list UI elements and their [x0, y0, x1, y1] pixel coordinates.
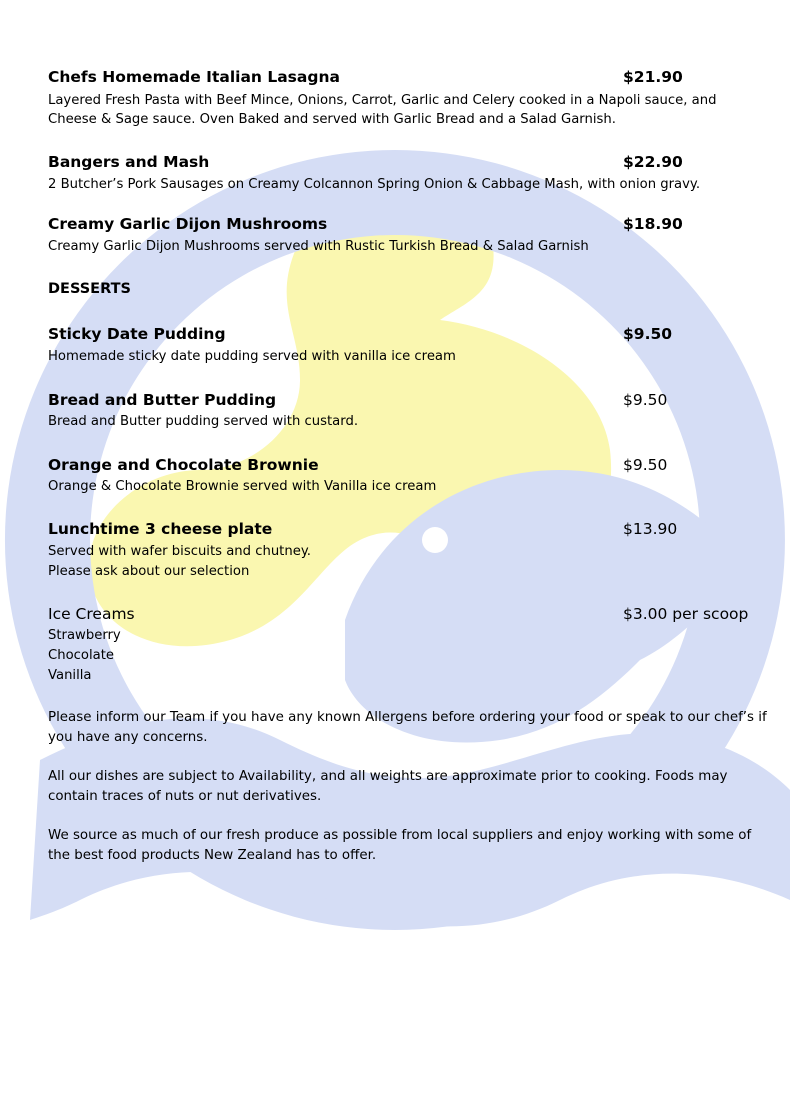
item-price: $18.90 — [623, 215, 683, 233]
item-price: $9.50 — [623, 391, 668, 409]
availability-note: All our dishes are subject to Availability, and all weights are approximate prior to cooking. Foods may contain traces of nuts or nut derivatives. — [48, 769, 728, 804]
item-flavour: Chocolate — [48, 648, 114, 663]
item-price: $3.00 per scoop — [623, 605, 749, 623]
item-description: Homemade sticky date pudding served with vanilla ice cream — [48, 349, 456, 364]
item-price: $9.50 — [623, 325, 673, 343]
item-price: $22.90 — [623, 153, 683, 171]
item-description: Bread and Butter pudding served with custard. — [48, 414, 359, 429]
item-title: Chefs Homemade Italian Lasagna — [48, 68, 340, 86]
item-title: Orange and Chocolate Brownie — [48, 456, 319, 474]
item-description: Served with wafer biscuits and chutney. — [48, 544, 311, 559]
item-title: Ice Creams — [48, 605, 135, 623]
item-price: $21.90 — [623, 68, 683, 86]
item-price: $9.50 — [623, 456, 668, 474]
item-description: Cheese & Sage sauce. Oven Baked and served with Garlic Bread and a Salad Garnish. — [48, 112, 616, 127]
item-flavour: Strawberry — [48, 628, 121, 643]
item-description: Creamy Garlic Dijon Mushrooms served with Rustic Turkish Bread & Salad Garnish — [48, 239, 589, 254]
item-title: Bread and Butter Pudding — [48, 391, 277, 409]
item-price: $13.90 — [623, 520, 678, 538]
allergen-note: Please inform our Team if you have any known Allergens before ordering your food or speak to our chef’s if you have any concerns. — [48, 710, 767, 745]
section-heading-desserts: DESSERTS — [48, 281, 131, 297]
local-produce-note: We source as much of our fresh produce as possible from local suppliers and enjoy working with some of the best food products New Zealand has to offer. — [48, 828, 752, 863]
item-title: Creamy Garlic Dijon Mushrooms — [48, 215, 328, 233]
item-title: Sticky Date Pudding — [48, 325, 226, 343]
item-description: 2 Butcher’s Pork Sausages on Creamy Colcannon Spring Onion & Cabbage Mash, with onion gravy. — [48, 177, 701, 192]
item-title: Lunchtime 3 cheese plate — [48, 520, 273, 538]
item-title: Bangers and Mash — [48, 153, 210, 171]
item-description: Please ask about our selection — [48, 564, 250, 579]
item-flavour: Vanilla — [48, 668, 92, 683]
item-description: Orange & Chocolate Brownie served with Vanilla ice cream — [48, 479, 437, 494]
item-description: Layered Fresh Pasta with Beef Mince, Onions, Carrot, Garlic and Celery cooked in a Napoli sauce, and — [48, 93, 717, 108]
